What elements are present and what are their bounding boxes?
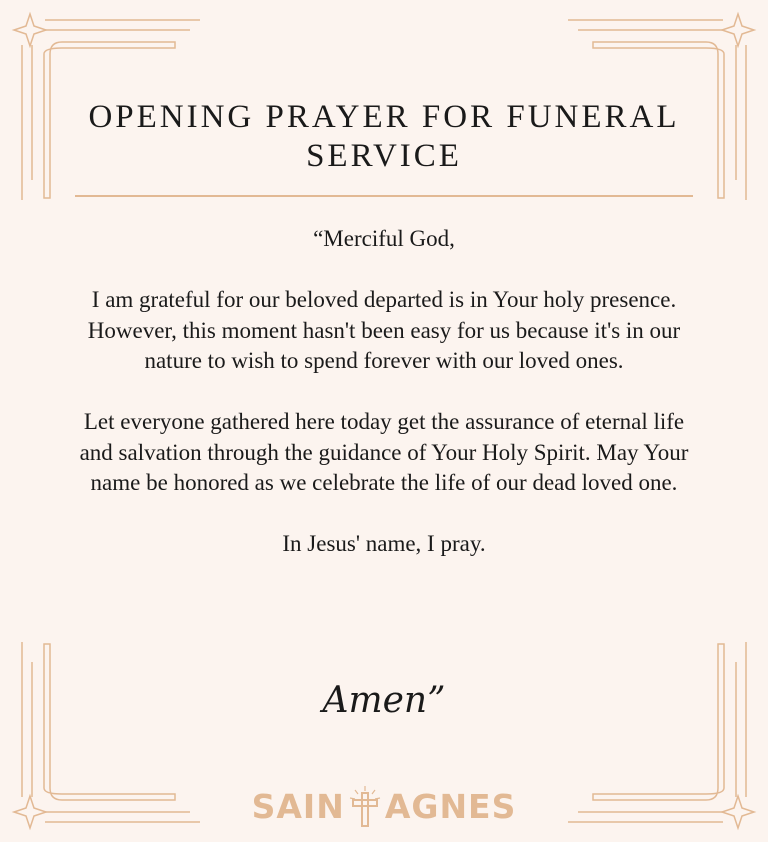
saint-agnes-logo (244, 780, 524, 832)
cross-icon (347, 784, 383, 828)
logo-text-right: AGNES (384, 786, 517, 826)
prayer-closing-line: In Jesus' name, I pray. (282, 531, 486, 556)
title-divider (75, 195, 693, 197)
star-icon (722, 796, 754, 828)
prayer-salutation: “Merciful God, (313, 226, 455, 251)
prayer-paragraph: Let everyone gathered here today get the assurance of eternal life and salvation through the guidance of Your Holy Spirit. May Your name be honored as we celebrate the life of our dead loved one. (79, 409, 689, 495)
amen-signature: Amen” (322, 680, 446, 721)
star-icon (722, 14, 754, 46)
star-icon (14, 796, 46, 828)
page-title: OPENING PRAYER FOR FUNERAL SERVICE (88, 99, 680, 174)
star-icon (14, 14, 46, 46)
logo-text-left: SAIN (251, 786, 345, 826)
prayer-body (70, 224, 698, 590)
prayer-paragraph: I am grateful for our beloved departed is in Your holy presence. However, this moment hasn't been easy for us because it's in our nature to wish to spend forever with our loved ones. (87, 287, 681, 373)
